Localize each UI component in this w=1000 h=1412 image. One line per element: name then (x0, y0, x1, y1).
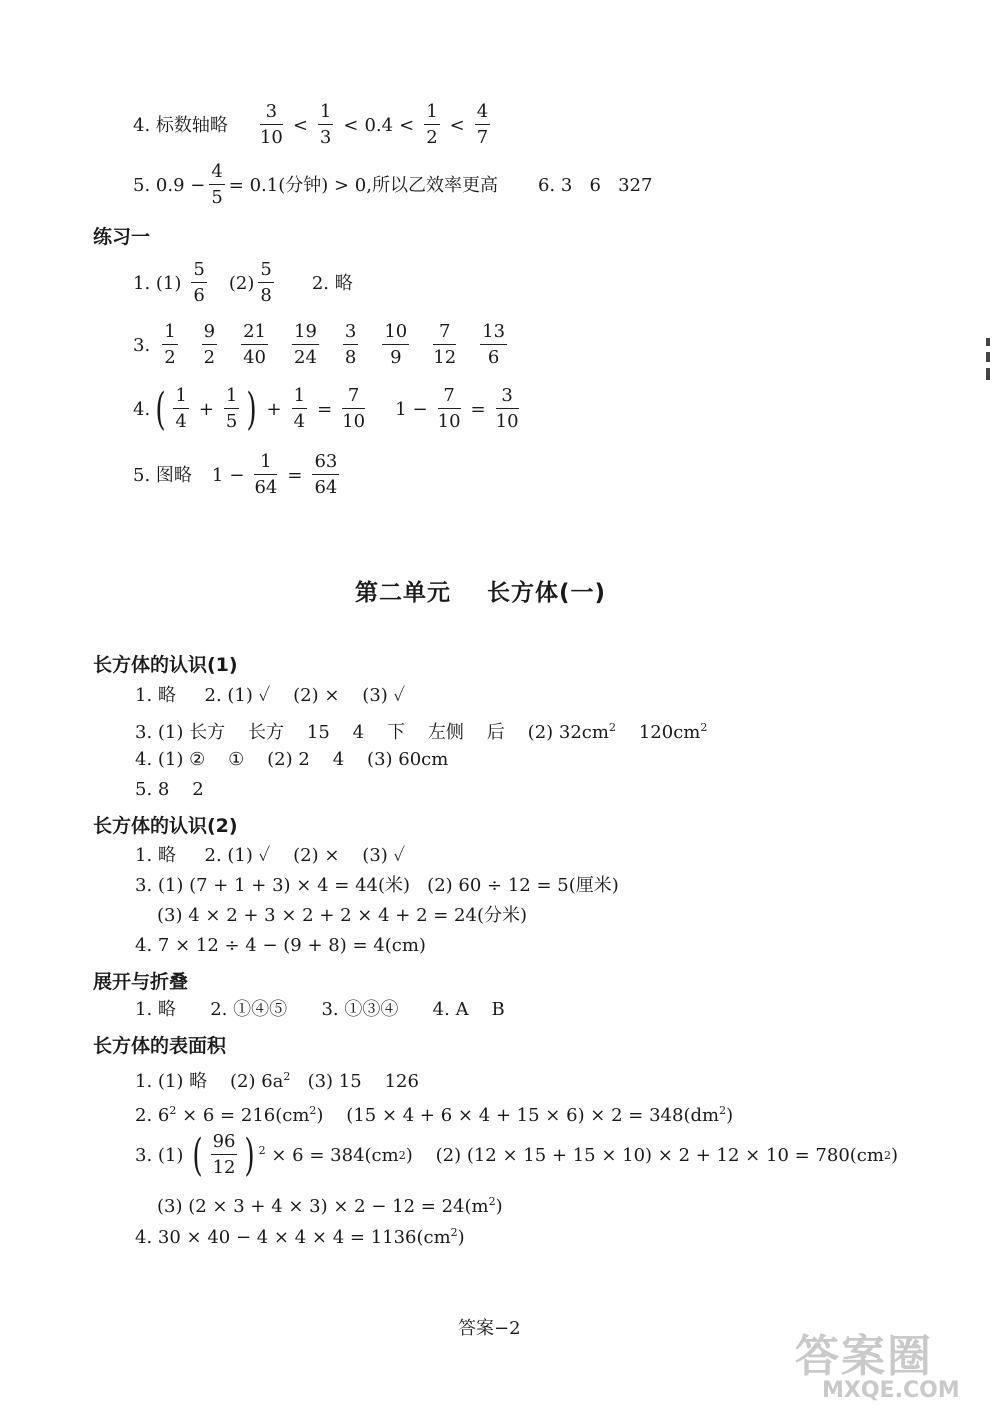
scan-edge-mark (986, 352, 990, 362)
unit-title: 第二单元 长方体(一) (355, 580, 607, 606)
practice1-q4: 4. ( $\frac{1}{4}$ + $\frac{1}{5}$ ) + $\frac{1}{4}$ = $\frac{7}{10}$ 1 − $\frac{7}{10}$ = $\frac{3}{10}$ (133, 383, 519, 435)
answer-line: 2. $6^2 \times 6 = 216(cm^2)$ $(15 \times 4 + 6 \times 4 + 15 \times 6) \times 2 = 348(dm^2)$ (135, 1104, 734, 1126)
fraction: $\frac{7}{10}$ (437, 385, 461, 432)
answer-line: 4. $30 \times 40 - 4 \times 4 \times 4 = 1136(cm^2)$ (135, 1226, 465, 1248)
fraction: $\frac{63}{64}$ (314, 451, 338, 498)
fraction: $\frac{1}{4}$ (175, 385, 187, 432)
fraction: $\frac{3}{8}$ (344, 321, 357, 368)
fraction: $\frac{5}{8}$ (260, 259, 272, 306)
answer-5-line (133, 160, 652, 211)
scan-edge-mark (986, 338, 990, 346)
practice1-q3: 3. $\frac{1}{2}$ $\frac{9}{2}$ $\frac{21}{40}$ $\frac{19}{24}$ $\frac{3}{8}$ $\frac{10}{9}$ $\frac{7}{12}$ $\frac{13}{6}$ (133, 320, 511, 371)
answer-line: 1. (1) 略 (2) $6a^2$ (3) 15 126 (135, 1070, 419, 1092)
fraction: $\frac{96}{12}$ (212, 1131, 236, 1178)
answer-line: 1. 略 2. (1) ✓ (2) × (3) ✓ (135, 845, 406, 866)
fraction: $\frac{7}{12}$ (433, 321, 457, 368)
fraction: $\frac{10}{9}$ (384, 321, 408, 368)
fraction: $\frac{1}{5}$ (225, 385, 238, 432)
fraction: $\frac{1}{64}$ (254, 451, 278, 498)
fraction: $\frac{4}{5}$ (211, 161, 223, 208)
fraction: $\frac{5}{6}$ (193, 259, 205, 306)
answer-line: (3) 4 × 2 + 3 × 2 + 2 × 4 + 2 = 24(分米) (157, 905, 528, 926)
fraction: $\frac{1}{3}$ (319, 101, 332, 148)
section-title-cuboid-2: 长方体的认识(2) (93, 815, 238, 837)
section-title-unfold: 展开与折叠 (93, 971, 189, 993)
fraction: $\frac{13}{6}$ (482, 321, 506, 368)
fraction: $\frac{1}{2}$ (164, 321, 176, 368)
page-number: 答案−2 (458, 1318, 521, 1339)
answer-line: 4. 7 × 12 ÷ 4 − (9 + 8) = 4(cm) (135, 935, 426, 956)
fraction: $\frac{4}{7}$ (476, 101, 489, 148)
answer-line: 4. (1) ② ① (2) 2 4 (3) 60cm (135, 749, 449, 770)
fraction: $\frac{3}{10}$ (259, 101, 283, 148)
answer-4-label: 4. 标数轴略 (133, 114, 228, 136)
fraction: $\frac{19}{24}$ (294, 321, 317, 368)
fraction: $\frac{7}{10}$ (342, 385, 366, 432)
fraction: $\frac{9}{2}$ (203, 321, 216, 368)
watermark-url: MXQE.COM (822, 1378, 960, 1403)
answer-line: 5. 8 2 (135, 779, 204, 800)
section-title-cuboid-1: 长方体的认识(1) (93, 654, 238, 676)
practice1-q1: 1. (1) $\frac{5}{6}$ (2) $\frac{5}{8}$ 2. 略 (133, 258, 353, 309)
fraction: $\frac{1}{2}$ (426, 101, 438, 148)
answer-line: 1. 略 2. ①④⑤ 3. ①③④ 4. A B (135, 999, 505, 1020)
watermark-logo: 答案圈 (795, 1331, 933, 1382)
answer-line: 3. (1) 长方 长方 15 4 下 左侧 后 (2) $32cm^2$ $120cm^2$ (135, 721, 708, 743)
fraction: $\frac{3}{10}$ (495, 385, 519, 432)
fraction: $\frac{21}{40}$ (243, 321, 266, 368)
fraction: $\frac{1}{4}$ (293, 385, 306, 432)
practice1-q5: 5. 图略 1 − $\frac{1}{64}$ = $\frac{63}{64}$ (133, 450, 343, 501)
answer-line: 3. (1) ( $\frac{96}{12}$ ) 2 × 6 = 384(cm 2 ) (2) (12 × 15 + 15 × 10) × 2 + 12 × 10 = 780(cm 2 ) (135, 1129, 898, 1181)
section-title-surface-area: 长方体的表面积 (93, 1035, 227, 1057)
answer-line: (3) $(2 \times 3 + 4 \times 3) \times 2 - 12 = 24(m^2)$ (157, 1195, 503, 1217)
scan-edge-mark (986, 368, 990, 380)
answer-5-text: = 0.1(分钟) > 0,所以乙效率更高 (228, 174, 498, 196)
section-title-practice-1: 练习一 (93, 226, 151, 248)
answer-line: 3. (1) (7 + 1 + 3) × 4 = 44(米) (2) 60 ÷ 12 = 5(厘米) (135, 875, 619, 896)
answer-6-text: 6. 3 6 327 (537, 174, 653, 196)
answer-4-line: 4. 标数轴略 $\frac{3}{10}$ < $\frac{1}{3}$ < 0.4 < $\frac{1}{2}$ < $\frac{4}{7}$ (133, 100, 494, 151)
answer-line: 1. 略 2. (1) ✓ (2) × (3) ✓ (135, 685, 406, 706)
answer-5-prefix: 5. 0.9 − (133, 174, 206, 196)
